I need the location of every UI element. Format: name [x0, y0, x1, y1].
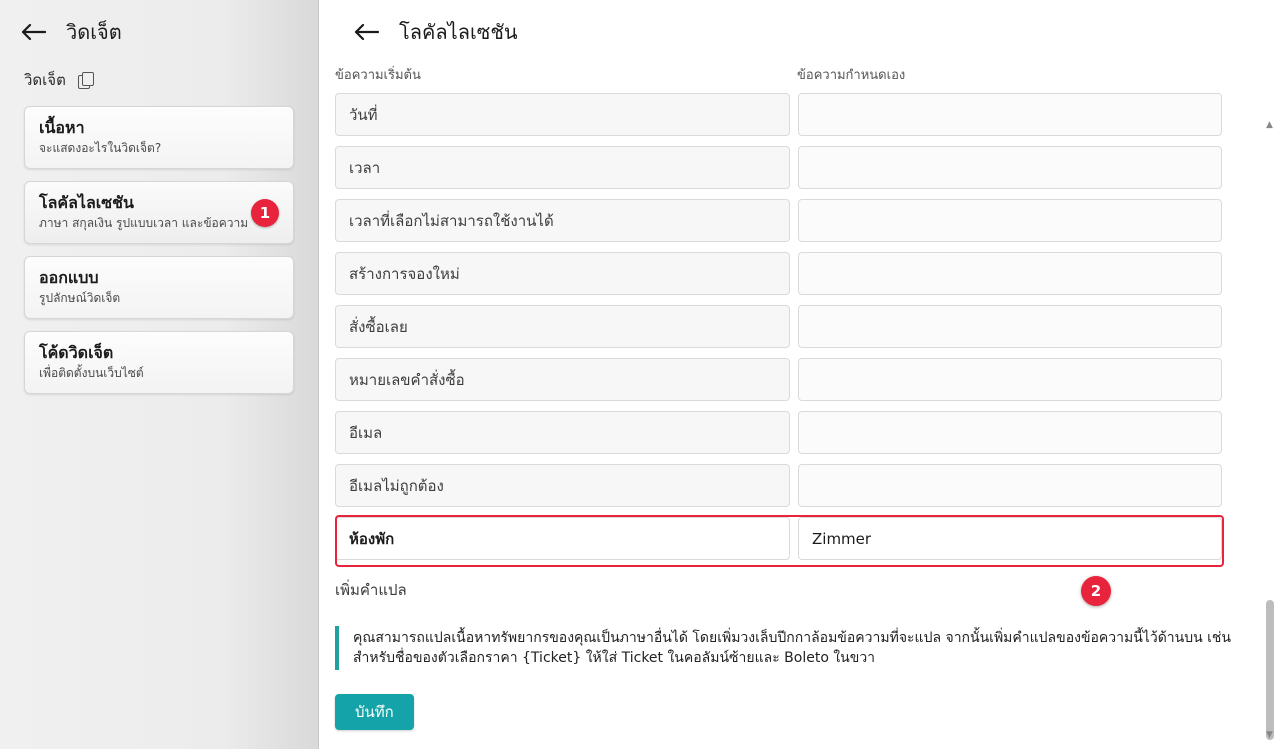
translation-rows [319, 85, 1278, 560]
default-text-cell: อีเมล [335, 411, 790, 454]
custom-text-input[interactable]: Zimmer [798, 517, 1222, 560]
sidebar-item-desc: รูปลักษณ์วิดเจ็ต [39, 291, 121, 305]
default-text-cell: อีเมลไม่ถูกต้อง [335, 464, 790, 507]
back-arrow-icon[interactable] [351, 17, 381, 47]
default-text-cell: หมายเลขคำสั่งซื้อ [335, 358, 790, 401]
localization-content [319, 58, 1278, 749]
page-title: โลคัลไลเซชัน [399, 20, 518, 44]
step-badge-1: 1 [251, 199, 279, 227]
back-arrow-icon[interactable] [18, 17, 48, 47]
sidebar-item-desc: เพื่อติดตั้งบนเว็บไซต์ [39, 366, 144, 380]
sidebar-title: วิดเจ็ต [66, 20, 122, 44]
table-row [319, 199, 1250, 242]
sidebar-item-title: โลคัลไลเซชัน [39, 193, 134, 212]
custom-text-input[interactable] [798, 464, 1222, 507]
sidebar-item-widget-code[interactable] [24, 331, 294, 394]
default-text-cell: เวลา [335, 146, 790, 189]
sidebar-header [0, 0, 318, 46]
sidebar-item-localization[interactable] [24, 181, 294, 244]
custom-text-input[interactable] [798, 358, 1222, 401]
copy-icon[interactable] [78, 72, 94, 88]
table-row [319, 358, 1250, 401]
sidebar-item-desc: จะแสดงอะไรในวิดเจ็ต? [39, 141, 162, 155]
custom-text-input[interactable] [798, 411, 1222, 454]
default-text-cell: วันที่ [335, 93, 790, 136]
scrollbar-thumb[interactable] [1266, 600, 1274, 740]
column-header-custom: ข้อความกำหนดเอง [797, 68, 906, 83]
table-row [319, 411, 1250, 454]
scroll-up-icon[interactable]: ▲ [1266, 120, 1273, 130]
column-headers [319, 58, 1278, 85]
sidebar-section-header [0, 46, 318, 92]
sidebar-nav [0, 106, 318, 394]
default-text-cell: สั่งซื้อเลย [335, 305, 790, 348]
add-translation-link[interactable]: เพิ่มคำแปล [335, 581, 407, 599]
step-badge-2: 2 [1081, 576, 1111, 606]
save-button[interactable]: บันทึก [335, 694, 414, 730]
default-text-cell: ห้องพัก [335, 517, 790, 560]
scrollbar[interactable] [1267, 60, 1276, 745]
custom-text-input[interactable] [798, 199, 1222, 242]
default-text-cell: เวลาที่เลือกไม่สามารถใช้งานได้ [335, 199, 790, 242]
sidebar [0, 0, 319, 749]
sidebar-item-title: ออกแบบ [39, 268, 99, 287]
table-row [319, 146, 1250, 189]
sidebar-item-design[interactable] [24, 256, 294, 319]
table-row [319, 305, 1250, 348]
table-row-highlighted [319, 517, 1250, 560]
table-row [319, 252, 1250, 295]
custom-text-input[interactable] [798, 252, 1222, 295]
default-text-cell: สร้างการจองใหม่ [335, 252, 790, 295]
sidebar-item-title: เนื้อหา [39, 118, 85, 137]
custom-text-input[interactable] [798, 93, 1222, 136]
table-row [319, 93, 1250, 136]
main-header [319, 0, 1278, 46]
table-row [319, 464, 1250, 507]
custom-text-input[interactable] [798, 146, 1222, 189]
column-header-default: ข้อความเริ่มต้น [335, 68, 421, 83]
main-panel [319, 0, 1278, 749]
scroll-down-icon[interactable]: ▼ [1266, 730, 1273, 740]
sidebar-item-desc: ภาษา สกุลเงิน รูปแบบเวลา และข้อความ [39, 216, 249, 230]
sidebar-section-label: วิดเจ็ต [24, 71, 66, 89]
sidebar-item-content[interactable] [24, 106, 294, 169]
sidebar-item-title: โค้ดวิดเจ็ต [39, 343, 114, 362]
info-note: คุณสามารถแปลเนื้อหาทรัพยากรของคุณเป็นภาษาอื่นได้ โดยเพิ่มวงเล็บปีกกาล้อมข้อความที่จะแปล จากนั้นเพิ่มคำแปลของข้อความนี้ไว้ด้านบน เช่น สำหรับชื่อของตัวเลือกราคา {Ticket} ให้ใส่ Ticket ในคอลัมน์ซ้ายและ Boleto ในขวา [335, 626, 1250, 670]
custom-text-input[interactable] [798, 305, 1222, 348]
